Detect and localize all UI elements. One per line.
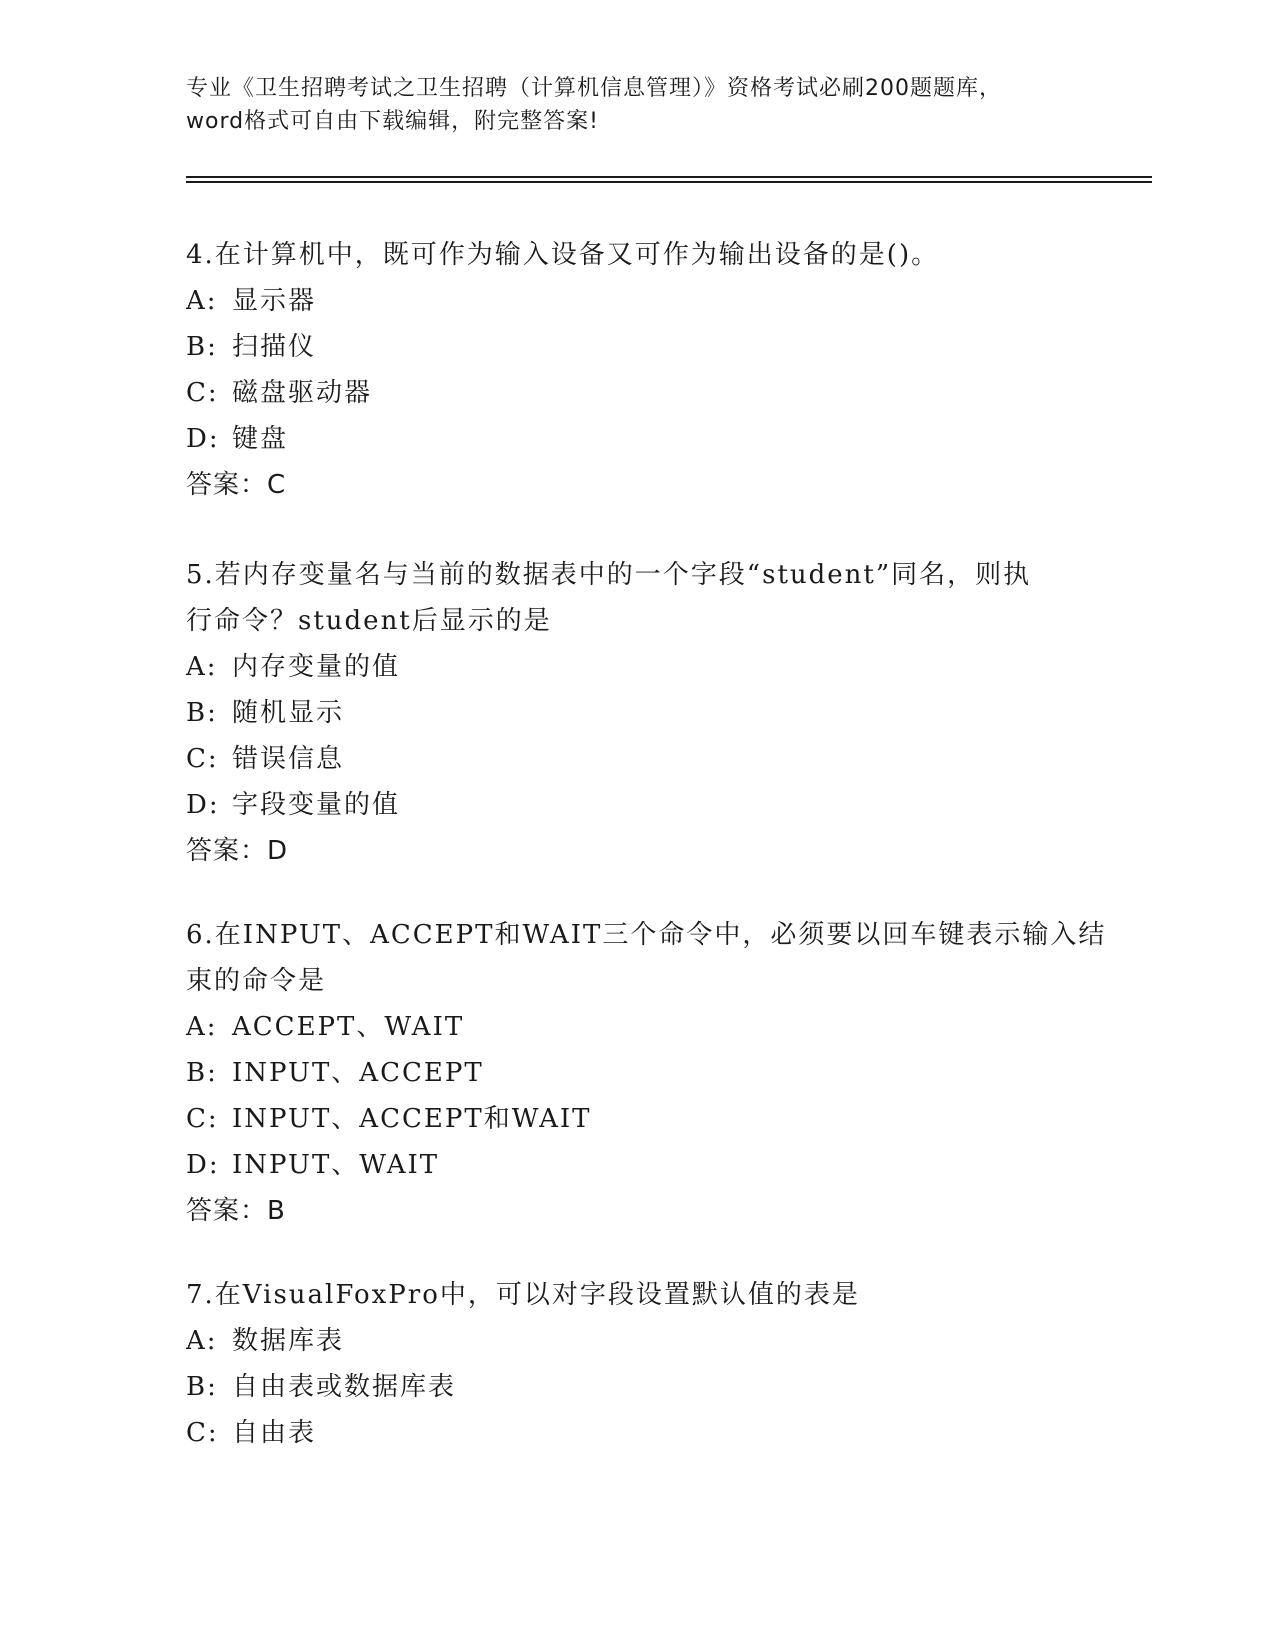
option-letter: C: <box>186 744 219 774</box>
option-b <box>186 1050 1086 1096</box>
option-text: 字段变量的值 <box>232 790 401 820</box>
option-text: 自由表或数据库表 <box>232 1372 457 1402</box>
option-text: INPUT、ACCEPT <box>232 1058 484 1088</box>
option-a <box>186 1318 1086 1364</box>
option-letter: D: <box>186 790 220 820</box>
option-letter: A: <box>186 1326 218 1356</box>
option-c <box>186 1096 1086 1142</box>
stem-line: 6.在INPUT、ACCEPT和WAIT三个命令中，必须要以回车键表示输入结 <box>186 920 1107 950</box>
answer-line: 答案：B <box>186 1196 286 1226</box>
option-c <box>186 370 1086 416</box>
option-b <box>186 1364 1086 1410</box>
question-4 <box>186 232 1086 508</box>
question-6 <box>186 912 1107 1234</box>
option-letter: C: <box>186 378 219 408</box>
option-text: 扫描仪 <box>232 332 317 362</box>
option-letter: A: <box>186 286 218 316</box>
header-divider-bottom <box>186 181 1152 183</box>
option-letter: A: <box>186 1012 218 1042</box>
option-letter: B: <box>186 332 218 362</box>
option-letter: B: <box>186 1372 218 1402</box>
option-a <box>186 278 1086 324</box>
option-d <box>186 782 1086 828</box>
question-stem <box>186 232 1086 278</box>
option-text: 显示器 <box>232 286 317 316</box>
option-letter: C: <box>186 1104 219 1134</box>
option-letter: D: <box>186 1150 220 1180</box>
option-text: 随机显示 <box>232 698 345 728</box>
option-text: 磁盘驱动器 <box>232 378 373 408</box>
question-stem <box>186 912 1107 1004</box>
stem-line: 4.在计算机中，既可作为输入设备又可作为输出设备的是()。 <box>186 240 940 270</box>
stem-line: 5.若内存变量名与当前的数据表中的一个字段“student”同名，则执 <box>186 560 1032 590</box>
option-letter: A: <box>186 652 218 682</box>
option-text: 自由表 <box>232 1418 317 1448</box>
document-header <box>186 72 1086 138</box>
option-text: 键盘 <box>232 424 289 454</box>
option-b <box>186 690 1086 736</box>
option-text: 错误信息 <box>232 744 345 774</box>
answer-line: 答案：C <box>186 470 287 500</box>
question-stem <box>186 552 1086 644</box>
option-letter: C: <box>186 1418 219 1448</box>
stem-line: 7.在VisualFoxPro中，可以对字段设置默认值的表是 <box>186 1280 860 1310</box>
header-line-1: 专业《卫生招聘考试之卫生招聘（计算机信息管理）》资格考试必刷200题题库， <box>186 76 1002 101</box>
option-d <box>186 1142 1086 1188</box>
header-line-2: word格式可自由下载编辑，附完整答案! <box>186 109 599 134</box>
stem-line: 行命令？student后显示的是 <box>186 606 552 636</box>
option-d <box>186 416 1086 462</box>
option-letter: B: <box>186 698 218 728</box>
option-a <box>186 644 1086 690</box>
option-c <box>186 1410 1086 1456</box>
question-7 <box>186 1272 1086 1456</box>
question-5 <box>186 552 1086 874</box>
option-b <box>186 324 1086 370</box>
option-text: INPUT、WAIT <box>232 1150 440 1180</box>
option-text: 数据库表 <box>232 1326 345 1356</box>
option-a <box>186 1004 1086 1050</box>
option-c <box>186 736 1086 782</box>
option-letter: D: <box>186 424 220 454</box>
stem-line: 束的命令是 <box>186 966 327 996</box>
option-text: INPUT、ACCEPT和WAIT <box>232 1104 592 1134</box>
option-letter: B: <box>186 1058 218 1088</box>
option-text: 内存变量的值 <box>232 652 401 682</box>
answer-line: 答案：D <box>186 836 289 866</box>
header-divider-top <box>186 176 1152 178</box>
question-stem <box>186 1272 1086 1318</box>
option-text: ACCEPT、WAIT <box>232 1012 465 1042</box>
